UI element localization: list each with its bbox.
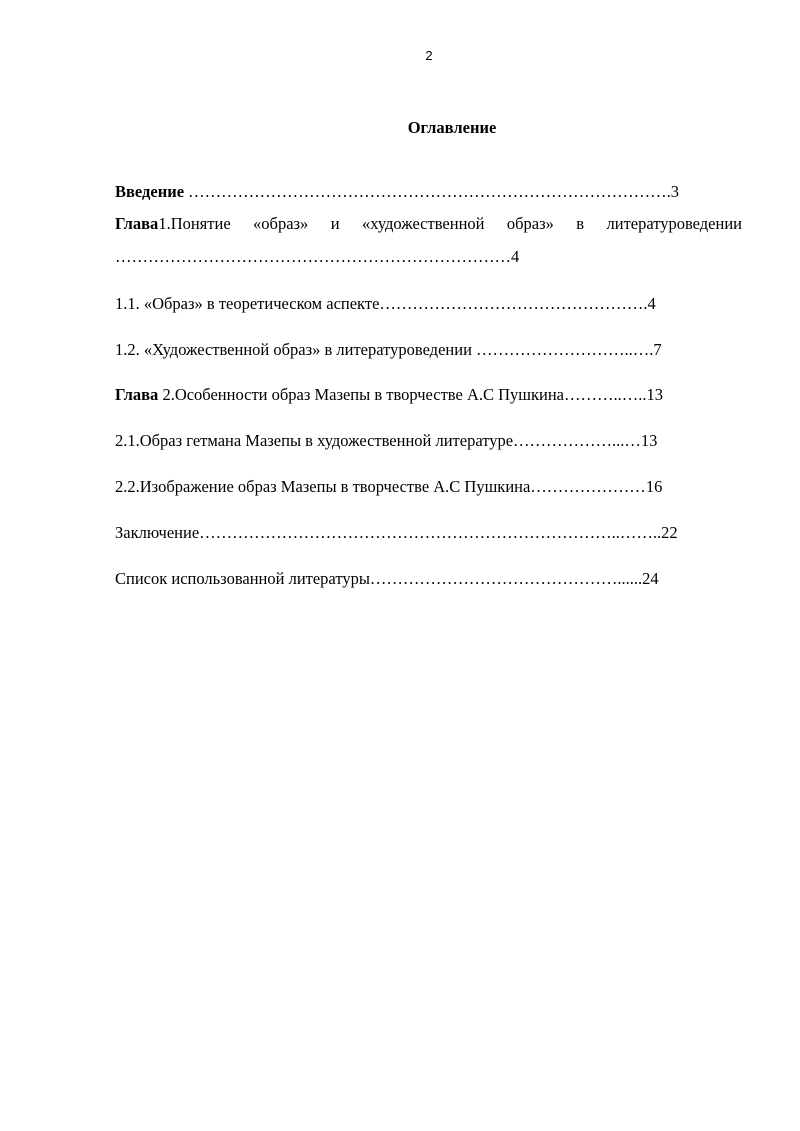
toc-entry-page: 7 <box>653 340 662 359</box>
toc-entry-1-2 <box>115 340 662 360</box>
toc-word: в <box>576 214 585 233</box>
toc-word: «образ» <box>253 214 309 233</box>
toc-title: Оглавление <box>407 118 497 137</box>
toc-entry-text: 2.1.Образ гетмана Мазепы в художественной литературе………………...… <box>115 431 641 450</box>
toc-entry-conclusion <box>115 523 678 543</box>
page-number: 2 <box>425 48 433 63</box>
toc-entry-text: Список использованной литературы………………………………………...... <box>115 569 643 588</box>
toc-entry-text: 2.2.Изображение образ Мазепы в творчестве А.С Пушкина………………… <box>115 477 646 496</box>
toc-word: и <box>330 214 340 233</box>
toc-entry-page: 4 <box>647 294 656 313</box>
toc-entry-2-1 <box>115 431 657 451</box>
toc-entry-page: 3 <box>670 182 680 201</box>
toc-entry-page: 4 <box>511 247 520 266</box>
toc-entry-dots: ……………………………………………………………………………. <box>184 182 671 201</box>
toc-entry-text: Заключение…………………………………………………………………..…….. <box>115 523 662 542</box>
toc-entry-chapter2 <box>115 385 663 405</box>
toc-entry-1-1 <box>115 294 656 314</box>
toc-entry-text: 2.Особенности образ Мазепы в творчестве А.С Пушкина………..….. <box>158 385 647 404</box>
toc-entry-page: 13 <box>640 431 658 450</box>
toc-entry-introduction <box>115 182 679 202</box>
toc-word: образ» <box>506 214 554 233</box>
toc-entry-2-2 <box>115 477 662 497</box>
toc-entry-text: 1.2. «Художественной образ» в литературоведении ………………………..…. <box>115 340 654 359</box>
toc-word: литературоведении <box>606 214 742 233</box>
toc-entry-label-bold: Глава <box>115 385 159 404</box>
toc-entry-chapter1-continued <box>115 247 519 267</box>
toc-entry-label-bold: Введение <box>115 182 185 201</box>
toc-entry-chapter1-head <box>115 214 231 234</box>
toc-word: 1.Понятие <box>158 214 231 233</box>
toc-entry-page: 13 <box>646 385 663 404</box>
toc-entry-page: 16 <box>645 477 663 496</box>
toc-entry-chapter1 <box>115 214 742 234</box>
toc-word: «художественной <box>361 214 485 233</box>
toc-entry-page: 22 <box>661 523 678 542</box>
toc-entry-label-bold: Глава <box>115 214 159 233</box>
toc-entry-dots: ……………………………………………………………… <box>115 247 511 266</box>
toc-entry-page: 24 <box>642 569 659 588</box>
toc-entry-bibliography <box>115 569 659 589</box>
toc-entry-text: 1.1. «Образ» в теоретическом аспекте…………………………………………. <box>115 294 648 313</box>
